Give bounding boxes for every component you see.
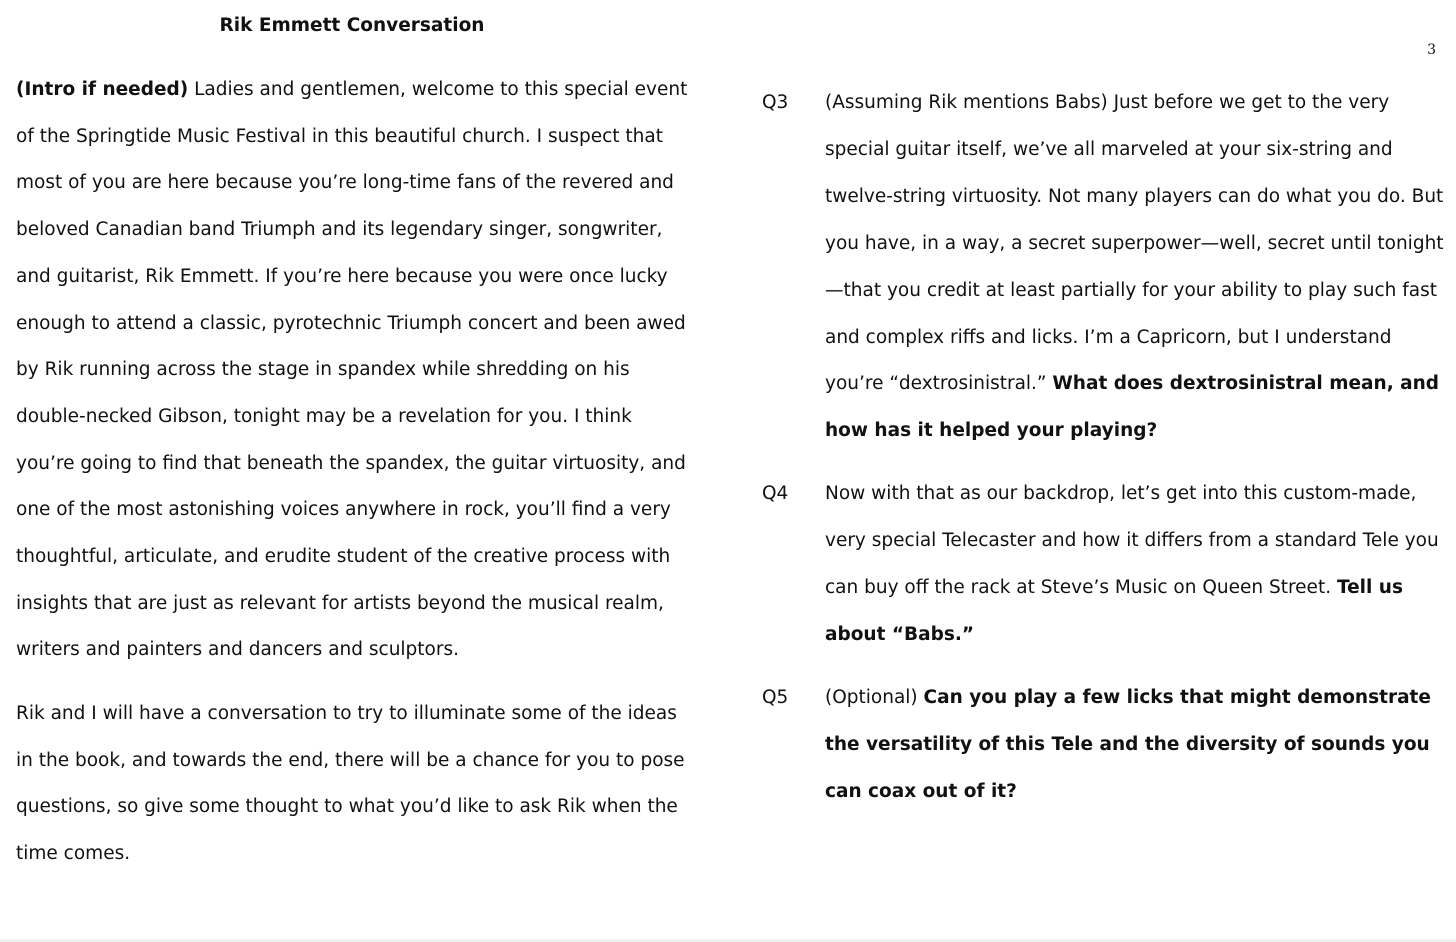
question-text <box>825 471 1445 659</box>
question-number: Q4 <box>762 483 789 504</box>
intro-text: Ladies and gentlemen, welcome to this special event of the Springtide Music Festival in this beautiful church. I suspect that most of you are here because you’re long-time fans of the revered and beloved Canadian band Triumph and its legendary singer, songwriter, and guitarist, Rik Emmett. If you’re here because you were once lucky enough to attend a classic, pyrotechnic Triumph concert and been awed by Rik running across the stage in spandex while shredding on his double-necked Gibson, tonight may be a revelation for you. I think you’re going to find that beneath the spandex, the guitar virtuosity, and one of the most astonishing voices anywhere in rock, you’ll find a very thoughtful, articulate, and erudite student of the creative process with insights that are just as relevant for artists beyond the musical realm, writers and painters and dancers and sculptors. <box>16 79 688 661</box>
intro-label: (Intro if needed) <box>16 79 189 100</box>
question-number: Q3 <box>762 92 789 113</box>
question-number: Q5 <box>762 687 789 708</box>
document-title: Rik Emmett Conversation <box>219 15 485 36</box>
question-lead: Now with that as our backdrop, let’s get into this custom-made, very special Telecaster and how it differs from a standard Tele you can buy off the rack at Steve’s Music on Queen Street. <box>825 483 1439 598</box>
question-text <box>825 80 1445 455</box>
question-bold: Can you play a few licks that might demonstrate the versatility of this Tele and the diversity of sounds you can coax out of it? <box>825 687 1431 802</box>
question-lead: (Optional) <box>825 687 924 708</box>
question-bold: Tell us about “Babs.” <box>825 576 1403 645</box>
question-lead: (Assuming Rik mentions Babs) Just before we get to the very special guitar itself, we’ve all marveled at your six-string and twelve-string virtuosity. Not many players can do what you do. But you have, in a way, a secret superpower—well, secret until tonight—that you credit at least partially for your ability to play such fast and complex riffs and licks. I’m a Capricorn, but I understand you’re “dextrosinistral.” <box>825 92 1444 395</box>
left-page <box>0 0 700 942</box>
question-text <box>825 675 1445 816</box>
outro-paragraph: Rik and I will have a conversation to try to illuminate some of the ideas in the book, and towards the end, there will be a chance for you to pose questions, so give some thought to what you’d like to ask Rik when the time comes. <box>16 703 685 865</box>
page-number: 3 <box>1427 42 1436 58</box>
intro-paragraph <box>16 67 694 674</box>
right-page <box>740 0 1456 942</box>
question-bold: What does dextrosinistral mean, and how has it helped your playing? <box>825 373 1440 442</box>
